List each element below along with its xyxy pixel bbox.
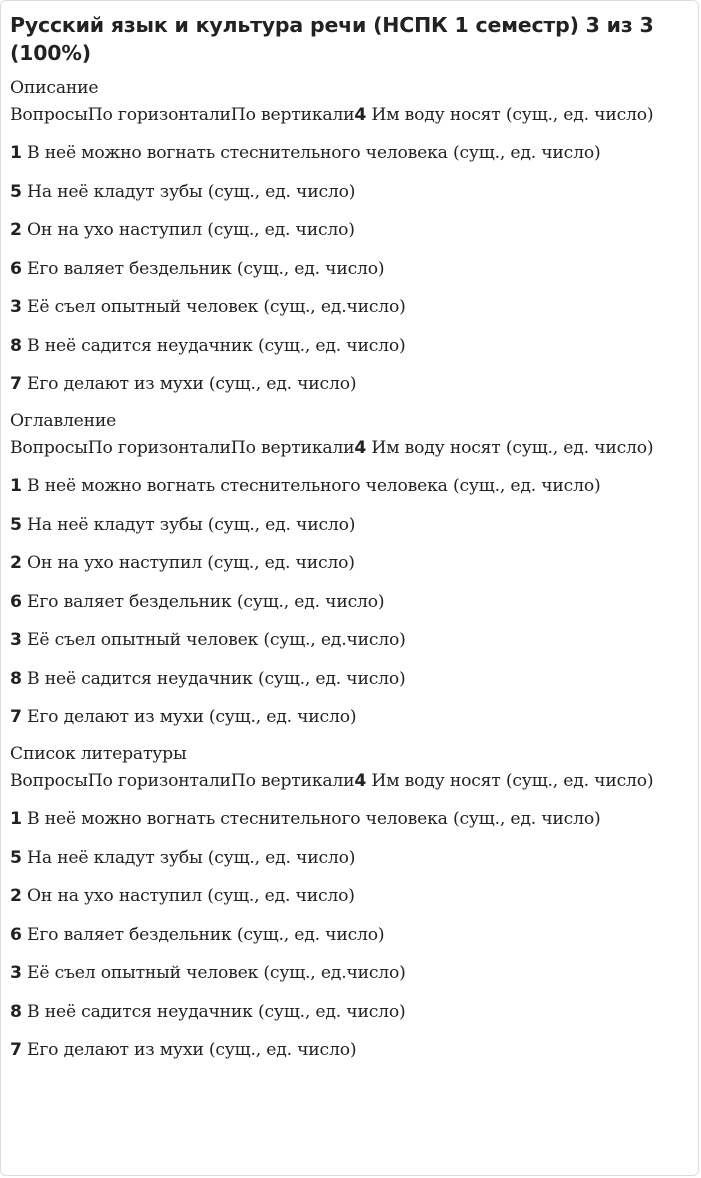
clue-text: Его валяет бездельник (сущ., ед. число)	[21, 924, 385, 945]
section	[10, 408, 692, 731]
clue-lead-line	[10, 101, 692, 129]
section-heading: Оглавление	[10, 411, 117, 431]
clue-item	[10, 472, 692, 500]
clue-number: 8	[10, 1001, 22, 1022]
clue-item	[10, 998, 692, 1026]
clue-item	[10, 511, 692, 539]
clue-number: 2	[10, 553, 22, 573]
clue-item	[10, 139, 692, 167]
clue-item	[10, 293, 692, 321]
page-title: Русский язык и культура речи (НСПК 1 семестр) 3 из 3 (100%)	[10, 13, 654, 65]
clue-item	[10, 1036, 692, 1064]
section-heading: Описание	[10, 78, 99, 98]
clue-number: 1	[10, 476, 22, 496]
clue-number: 7	[10, 707, 22, 727]
clue-number: 5	[10, 181, 22, 202]
clue-number: 2	[10, 220, 22, 240]
clue-text: Он на ухо наступил (сущ., ед. число)	[21, 886, 355, 906]
clue-number: 1	[10, 809, 22, 829]
clue-item	[10, 178, 692, 206]
clue-item	[10, 255, 692, 283]
clue-text: В неё можно вогнать стеснительного человека (сущ., ед. число)	[21, 476, 601, 496]
clue-item	[10, 805, 692, 833]
clue-text: Его делают из мухи (сущ., ед. число)	[21, 707, 357, 727]
clue-text: Он на ухо наступил (сущ., ед. число)	[21, 220, 355, 240]
clue-item	[10, 588, 692, 616]
clue-number: 4	[354, 771, 367, 791]
clue-number: 5	[10, 847, 22, 868]
clue-tabs-label: ВопросыПо горизонталиПо вертикали	[10, 771, 355, 791]
clue-number: 8	[10, 668, 22, 689]
clue-tabs-label: ВопросыПо горизонталиПо вертикали	[10, 438, 355, 458]
clue-text: Им воду носят (сущ., ед. число)	[366, 438, 654, 458]
clue-number: 4	[354, 105, 367, 125]
sections-container	[10, 75, 692, 1064]
clue-number: 3	[10, 297, 22, 317]
clue-number: 3	[10, 963, 22, 983]
clue-number: 4	[354, 438, 367, 458]
clue-number: 3	[10, 630, 22, 650]
clue-text: Его делают из мухи (сущ., ед. число)	[21, 1040, 357, 1060]
clue-item	[10, 959, 692, 987]
clue-text: В неё садится неудачник (сущ., ед. число)	[21, 668, 406, 689]
clue-text: В неё садится неудачник (сущ., ед. число)	[21, 335, 406, 356]
clue-text: Им воду носят (сущ., ед. число)	[366, 771, 654, 791]
section	[10, 75, 692, 398]
clue-number: 1	[10, 143, 22, 163]
document-content	[10, 11, 692, 1064]
clue-number: 5	[10, 514, 22, 535]
clue-item	[10, 549, 692, 577]
clue-item	[10, 370, 692, 398]
clue-text: Его валяет бездельник (сущ., ед. число)	[21, 258, 385, 279]
clue-item	[10, 882, 692, 910]
clue-item	[10, 332, 692, 360]
clue-number: 6	[10, 924, 22, 945]
clue-text: На неё кладут зубы (сущ., ед. число)	[21, 514, 356, 535]
clue-item	[10, 703, 692, 731]
section	[10, 741, 692, 1064]
clue-lead-line	[10, 767, 692, 795]
clue-text: Её съел опытный человек (сущ., ед.число)	[21, 630, 406, 650]
section-heading: Список литературы	[10, 744, 187, 764]
clue-text: Её съел опытный человек (сущ., ед.число)	[21, 963, 406, 983]
clue-text: Его делают из мухи (сущ., ед. число)	[21, 374, 357, 394]
clue-text: На неё кладут зубы (сущ., ед. число)	[21, 181, 356, 202]
clue-lead-line	[10, 434, 692, 462]
clue-item	[10, 216, 692, 244]
clue-number: 6	[10, 591, 22, 612]
clue-text: Её съел опытный человек (сущ., ед.число)	[21, 297, 406, 317]
clue-number: 2	[10, 886, 22, 906]
clue-item	[10, 626, 692, 654]
clue-text: В неё садится неудачник (сущ., ед. число)	[21, 1001, 406, 1022]
clue-text: На неё кладут зубы (сущ., ед. число)	[21, 847, 356, 868]
clue-number: 8	[10, 335, 22, 356]
clue-text: Он на ухо наступил (сущ., ед. число)	[21, 553, 355, 573]
clue-number: 7	[10, 374, 22, 394]
clue-number: 7	[10, 1040, 22, 1060]
clue-text: Его валяет бездельник (сущ., ед. число)	[21, 591, 385, 612]
clue-item	[10, 921, 692, 949]
clue-item	[10, 665, 692, 693]
clue-tabs-label: ВопросыПо горизонталиПо вертикали	[10, 105, 355, 125]
clue-item	[10, 844, 692, 872]
clue-text: В неё можно вогнать стеснительного человека (сущ., ед. число)	[21, 143, 601, 163]
clue-text: В неё можно вогнать стеснительного человека (сущ., ед. число)	[21, 809, 601, 829]
clue-text: Им воду носят (сущ., ед. число)	[366, 105, 654, 125]
clue-number: 6	[10, 258, 22, 279]
